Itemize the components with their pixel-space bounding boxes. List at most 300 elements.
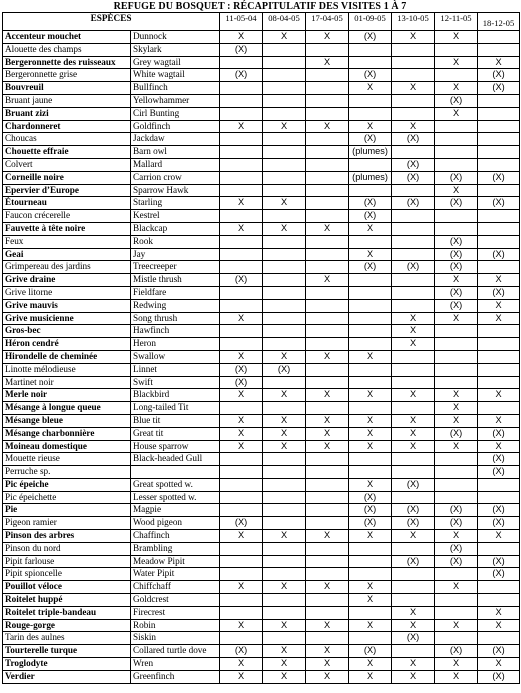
visit-observation-cell <box>263 402 306 415</box>
species-french-name: Bouvreuil <box>3 82 131 95</box>
visit-observation-cell <box>220 286 263 299</box>
visit-observation-cell <box>306 133 349 146</box>
visit-observation-cell <box>306 107 349 120</box>
visit-observation-cell: (X) <box>349 261 392 274</box>
visit-observation-cell <box>263 338 306 351</box>
visit-observation-cell: X <box>349 478 392 491</box>
visit-observation-cell <box>435 568 478 581</box>
species-english-name: House sparrow <box>131 440 220 453</box>
visit-observation-cell: X <box>349 389 392 402</box>
table-row <box>3 56 520 69</box>
table-row <box>3 69 520 82</box>
visit-observation-cell: X <box>435 56 478 69</box>
visit-observation-cell <box>435 69 478 82</box>
species-english-name: Barn owl <box>131 146 220 159</box>
visit-observation-cell: (X) <box>220 43 263 56</box>
visit-observation-cell: X <box>220 581 263 594</box>
species-french-name: Rouge-gorge <box>3 619 131 632</box>
visit-observation-cell: X <box>306 581 349 594</box>
visit-observation-cell: (X) <box>435 517 478 530</box>
species-column-header: ESPÈCES <box>3 13 220 31</box>
visit-observation-cell: X <box>306 645 349 658</box>
visit-observation-cell <box>220 107 263 120</box>
species-french-name: Pipit spioncelle <box>3 568 131 581</box>
visit-observation-cell: X <box>220 197 263 210</box>
table-row <box>3 222 520 235</box>
table-row <box>3 658 520 671</box>
species-english-name: Hawfinch <box>131 325 220 338</box>
visit-observation-cell <box>392 645 435 658</box>
species-english-name: Starling <box>131 197 220 210</box>
visit-observation-cell <box>263 184 306 197</box>
visit-observation-cell <box>392 568 435 581</box>
table-row <box>3 542 520 555</box>
species-french-name: Bergeronnette des ruisseaux <box>3 56 131 69</box>
table-row <box>3 107 520 120</box>
species-english-name: Collared turtle dove <box>131 645 220 658</box>
visit-observation-cell <box>392 594 435 607</box>
visit-observation-cell: X <box>263 120 306 133</box>
visit-observation-cell <box>263 235 306 248</box>
visit-observation-cell <box>306 542 349 555</box>
visit-observation-cell: X <box>349 222 392 235</box>
visit-observation-cell <box>306 299 349 312</box>
visit-observation-cell <box>263 82 306 95</box>
table-row <box>3 581 520 594</box>
visit-observation-cell: (X) <box>349 645 392 658</box>
visit-observation-cell: (X) <box>392 133 435 146</box>
visit-observation-cell: X <box>435 414 478 427</box>
visit-observation-cell <box>392 222 435 235</box>
species-french-name: Fauvette à tête noire <box>3 222 131 235</box>
table-row <box>3 350 520 363</box>
visit-observation-cell <box>263 133 306 146</box>
visit-observation-cell <box>349 158 392 171</box>
species-english-name: White wagtail <box>131 69 220 82</box>
species-french-name: Mésange à longue queue <box>3 402 131 415</box>
species-english-name: Bullfinch <box>131 82 220 95</box>
visit-observation-cell <box>263 286 306 299</box>
visit-observation-cell <box>220 478 263 491</box>
visit-observation-cell: (X) <box>392 158 435 171</box>
visit-observation-cell: (X) <box>349 31 392 44</box>
table-body <box>3 31 520 684</box>
visit-observation-cell: (X) <box>435 261 478 274</box>
visit-observation-cell: X <box>263 389 306 402</box>
table-row <box>3 376 520 389</box>
visit-observation-cell <box>349 274 392 287</box>
table-row <box>3 414 520 427</box>
visit-observation-cell <box>435 350 478 363</box>
visit-observation-cell <box>263 632 306 645</box>
visit-observation-cell <box>435 466 478 479</box>
visit-observation-cell <box>220 94 263 107</box>
visit-observation-cell <box>306 69 349 82</box>
table-row <box>3 43 520 56</box>
visit-observation-cell <box>435 453 478 466</box>
visit-observation-cell: X <box>263 619 306 632</box>
visit-observation-cell <box>263 43 306 56</box>
visit-observation-cell: (X) <box>263 363 306 376</box>
date-column-header: 18-12-05 <box>478 13 520 31</box>
visit-observation-cell: X <box>435 402 478 415</box>
table-row <box>3 82 520 95</box>
table-row <box>3 363 520 376</box>
visit-observation-cell <box>306 402 349 415</box>
visit-observation-cell <box>392 56 435 69</box>
visit-observation-cell: X <box>392 530 435 543</box>
table-row <box>3 440 520 453</box>
visit-observation-cell <box>306 568 349 581</box>
visit-observation-cell <box>263 325 306 338</box>
visit-observation-cell <box>263 171 306 184</box>
visit-observation-cell: (X) <box>435 248 478 261</box>
visit-observation-cell <box>220 235 263 248</box>
visit-observation-cell: X <box>220 658 263 671</box>
visit-observation-cell <box>220 594 263 607</box>
visit-observation-cell: X <box>478 440 520 453</box>
visit-observation-cell: X <box>478 56 520 69</box>
species-english-name: Heron <box>131 338 220 351</box>
visit-observation-cell <box>220 325 263 338</box>
visit-observation-cell <box>392 235 435 248</box>
visit-observation-cell: (X) <box>220 645 263 658</box>
visit-observation-cell: (X) <box>349 517 392 530</box>
visit-observation-cell: (X) <box>435 555 478 568</box>
visit-observation-cell: X <box>306 658 349 671</box>
visit-observation-cell <box>220 133 263 146</box>
species-english-name: Siskin <box>131 632 220 645</box>
visit-observation-cell: X <box>220 222 263 235</box>
visit-observation-cell: X <box>392 82 435 95</box>
visit-observation-cell <box>306 94 349 107</box>
visit-observation-cell: (X) <box>435 542 478 555</box>
species-english-name: Meadow Pipit <box>131 555 220 568</box>
visit-observation-cell: (X) <box>435 94 478 107</box>
visit-observation-cell: (X) <box>478 670 520 683</box>
visit-observation-cell: X <box>478 530 520 543</box>
visit-observation-cell <box>263 491 306 504</box>
species-english-name: Swift <box>131 376 220 389</box>
species-french-name: Bruant zizi <box>3 107 131 120</box>
visit-observation-cell <box>306 197 349 210</box>
species-french-name: Grimpereau des jardins <box>3 261 131 274</box>
visit-observation-cell: X <box>306 427 349 440</box>
visit-observation-cell <box>220 453 263 466</box>
visit-observation-cell <box>306 235 349 248</box>
visit-observation-cell: X <box>263 197 306 210</box>
visit-observation-cell <box>392 299 435 312</box>
visit-observation-cell <box>306 376 349 389</box>
visit-observation-cell <box>478 402 520 415</box>
visit-observation-cell: X <box>263 645 306 658</box>
table-row <box>3 146 520 159</box>
visit-observation-cell <box>306 517 349 530</box>
visit-observation-cell: X <box>263 350 306 363</box>
species-french-name: Faucon crécerelle <box>3 210 131 223</box>
visit-observation-cell: X <box>220 31 263 44</box>
species-english-name: Fieldfare <box>131 286 220 299</box>
species-french-name: Grive musicienne <box>3 312 131 325</box>
visit-observation-cell: X <box>349 82 392 95</box>
visit-observation-cell <box>349 402 392 415</box>
table-row <box>3 31 520 44</box>
visit-observation-cell <box>263 376 306 389</box>
visit-observation-cell: X <box>349 670 392 683</box>
visit-observation-cell: X <box>349 120 392 133</box>
species-english-name: Wren <box>131 658 220 671</box>
visit-observation-cell: X <box>478 414 520 427</box>
visit-observation-cell: X <box>306 619 349 632</box>
visit-observation-cell: X <box>478 389 520 402</box>
visit-observation-cell: X <box>349 581 392 594</box>
visit-observation-cell: X <box>263 440 306 453</box>
visit-observation-cell: (X) <box>478 427 520 440</box>
species-english-name: Linnet <box>131 363 220 376</box>
visit-observation-cell <box>306 363 349 376</box>
species-english-name: Black-headed Gull <box>131 453 220 466</box>
table-row <box>3 299 520 312</box>
species-french-name: Colvert <box>3 158 131 171</box>
visit-observation-cell <box>220 56 263 69</box>
visit-observation-cell: X <box>435 530 478 543</box>
species-english-name: Robin <box>131 619 220 632</box>
visit-observation-cell: (X) <box>220 363 263 376</box>
visit-observation-cell <box>263 504 306 517</box>
visit-observation-cell <box>220 632 263 645</box>
visit-observation-cell <box>349 376 392 389</box>
visit-observation-cell <box>478 594 520 607</box>
visit-observation-cell: X <box>435 619 478 632</box>
visit-observation-cell <box>392 376 435 389</box>
visit-observation-cell <box>392 453 435 466</box>
visit-observation-cell <box>435 133 478 146</box>
visit-observation-cell <box>435 210 478 223</box>
visit-observation-cell <box>263 312 306 325</box>
table-row <box>3 261 520 274</box>
visit-observation-cell <box>220 171 263 184</box>
visit-observation-cell: X <box>478 606 520 619</box>
visit-observation-cell <box>349 325 392 338</box>
table-row <box>3 619 520 632</box>
visit-observation-cell: X <box>220 389 263 402</box>
species-french-name: Héron cendré <box>3 338 131 351</box>
visit-observation-cell <box>263 568 306 581</box>
visit-observation-cell <box>306 555 349 568</box>
visit-observation-cell <box>263 453 306 466</box>
species-french-name: Troglodyte <box>3 658 131 671</box>
species-french-name: Mouette rieuse <box>3 453 131 466</box>
visit-observation-cell: X <box>220 619 263 632</box>
visit-observation-cell: X <box>220 427 263 440</box>
species-french-name: Corneille noire <box>3 171 131 184</box>
visit-observation-cell <box>478 491 520 504</box>
visit-observation-cell <box>220 210 263 223</box>
visit-observation-cell: X <box>306 222 349 235</box>
visit-observation-cell: X <box>263 530 306 543</box>
table-row <box>3 645 520 658</box>
visit-observation-cell <box>392 286 435 299</box>
table-row <box>3 632 520 645</box>
visit-observation-cell: (X) <box>392 197 435 210</box>
table-row <box>3 402 520 415</box>
visit-observation-cell <box>435 325 478 338</box>
visit-observation-cell: (X) <box>478 197 520 210</box>
visit-observation-cell <box>478 581 520 594</box>
species-english-name: Great tit <box>131 427 220 440</box>
visit-observation-cell <box>306 606 349 619</box>
visit-observation-cell: X <box>349 427 392 440</box>
visit-observation-cell: (X) <box>478 555 520 568</box>
visit-observation-cell: (X) <box>478 69 520 82</box>
species-english-name: Blue tit <box>131 414 220 427</box>
visit-observation-cell <box>220 568 263 581</box>
visit-observation-cell: (X) <box>349 210 392 223</box>
visit-observation-cell: (X) <box>220 69 263 82</box>
visit-observation-cell <box>220 299 263 312</box>
species-visit-table <box>2 12 520 684</box>
visit-observation-cell <box>306 158 349 171</box>
species-english-name: Goldfinch <box>131 120 220 133</box>
visit-observation-cell: X <box>306 440 349 453</box>
visit-observation-cell: X <box>478 274 520 287</box>
visit-observation-cell <box>220 338 263 351</box>
visit-observation-cell <box>349 338 392 351</box>
table-row <box>3 555 520 568</box>
visit-observation-cell: X <box>392 658 435 671</box>
visit-observation-cell <box>220 555 263 568</box>
visit-observation-cell <box>349 235 392 248</box>
species-english-name: Cirl Bunting <box>131 107 220 120</box>
table-row <box>3 210 520 223</box>
visit-observation-cell: X <box>392 325 435 338</box>
visit-observation-cell <box>349 299 392 312</box>
species-english-name: Wood pigeon <box>131 517 220 530</box>
visit-observation-cell: (X) <box>435 171 478 184</box>
visit-observation-cell: X <box>306 350 349 363</box>
visit-observation-cell: X <box>263 414 306 427</box>
species-english-name: Jay <box>131 248 220 261</box>
species-french-name: Roitelet triple-bandeau <box>3 606 131 619</box>
species-english-name: Firecrest <box>131 606 220 619</box>
species-french-name: Pouillot véloce <box>3 581 131 594</box>
visit-observation-cell <box>478 43 520 56</box>
species-french-name: Pic épeichette <box>3 491 131 504</box>
visit-observation-cell: X <box>263 427 306 440</box>
table-row <box>3 286 520 299</box>
visit-observation-cell: X <box>392 389 435 402</box>
visit-observation-cell: (plumes) <box>349 146 392 159</box>
table-row <box>3 389 520 402</box>
species-french-name: Chouette effraie <box>3 146 131 159</box>
visit-observation-cell <box>306 312 349 325</box>
species-french-name: Étourneau <box>3 197 131 210</box>
visit-observation-cell <box>478 235 520 248</box>
table-row <box>3 133 520 146</box>
species-english-name: Magpie <box>131 504 220 517</box>
visit-observation-cell: X <box>435 312 478 325</box>
visit-observation-cell: X <box>220 350 263 363</box>
species-english-name: Skylark <box>131 43 220 56</box>
table-row <box>3 491 520 504</box>
visit-observation-cell <box>220 158 263 171</box>
visit-observation-cell <box>263 606 306 619</box>
species-english-name: Treecreeper <box>131 261 220 274</box>
species-french-name: Bergeronnette grise <box>3 69 131 82</box>
visit-observation-cell: (X) <box>478 504 520 517</box>
species-english-name: Swallow <box>131 350 220 363</box>
table-header-row <box>3 13 520 31</box>
visit-observation-cell <box>220 542 263 555</box>
visit-observation-cell: X <box>263 581 306 594</box>
visit-observation-cell: X <box>263 670 306 683</box>
table-row <box>3 670 520 683</box>
visit-observation-cell <box>392 146 435 159</box>
table-row <box>3 94 520 107</box>
visit-observation-cell <box>349 632 392 645</box>
visit-observation-cell: (X) <box>435 286 478 299</box>
visit-observation-cell: X <box>349 619 392 632</box>
visit-observation-cell <box>306 478 349 491</box>
visit-observation-cell: (X) <box>435 197 478 210</box>
species-english-name: Blackbird <box>131 389 220 402</box>
table-row <box>3 517 520 530</box>
species-french-name: Roitelet huppé <box>3 594 131 607</box>
visit-observation-cell <box>349 363 392 376</box>
visit-observation-cell: X <box>392 619 435 632</box>
visit-observation-cell <box>349 453 392 466</box>
visit-observation-cell <box>263 158 306 171</box>
visit-observation-cell: (X) <box>478 453 520 466</box>
visit-observation-cell <box>263 69 306 82</box>
species-english-name: Redwing <box>131 299 220 312</box>
visit-observation-cell: (X) <box>435 504 478 517</box>
visit-observation-cell <box>435 158 478 171</box>
date-column-header: 17-04-05 <box>306 13 349 31</box>
visit-observation-cell <box>306 248 349 261</box>
visit-observation-cell <box>478 542 520 555</box>
visit-observation-cell <box>349 542 392 555</box>
table-row <box>3 427 520 440</box>
species-french-name: Geai <box>3 248 131 261</box>
visit-observation-cell <box>478 146 520 159</box>
visit-observation-cell <box>306 146 349 159</box>
visit-observation-cell <box>263 56 306 69</box>
visit-observation-cell <box>306 594 349 607</box>
visit-observation-cell: (X) <box>392 171 435 184</box>
species-english-name: Greenfinch <box>131 670 220 683</box>
visit-observation-cell <box>392 107 435 120</box>
visit-observation-cell <box>306 261 349 274</box>
visit-observation-cell: (X) <box>478 171 520 184</box>
visit-observation-cell <box>263 466 306 479</box>
table-row <box>3 478 520 491</box>
visit-observation-cell <box>478 338 520 351</box>
visit-observation-cell: X <box>306 56 349 69</box>
visit-observation-cell <box>263 261 306 274</box>
visit-observation-cell: X <box>478 619 520 632</box>
species-french-name: Bruant jaune <box>3 94 131 107</box>
visit-observation-cell <box>263 274 306 287</box>
visit-observation-cell: X <box>220 312 263 325</box>
visit-observation-cell: X <box>349 414 392 427</box>
visit-observation-cell <box>349 56 392 69</box>
visit-observation-cell <box>349 606 392 619</box>
visit-observation-cell <box>392 350 435 363</box>
table-row <box>3 171 520 184</box>
table-row <box>3 325 520 338</box>
table-row <box>3 120 520 133</box>
